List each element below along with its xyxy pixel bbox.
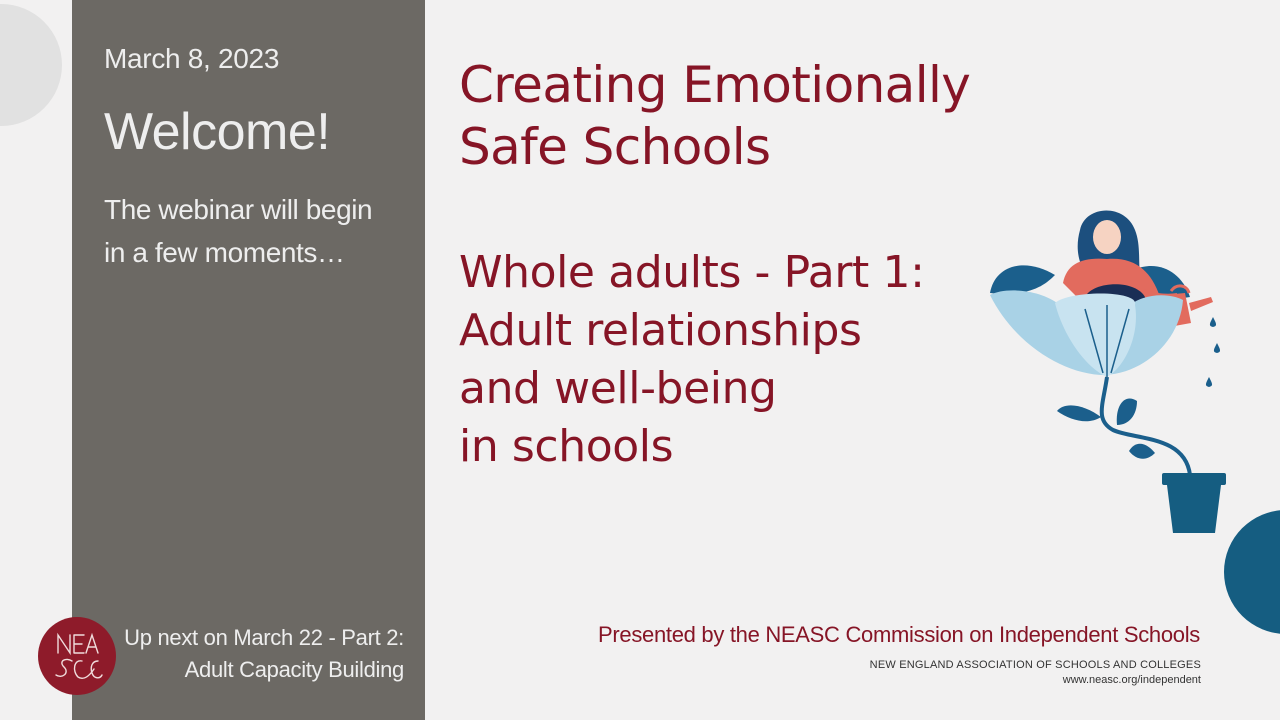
neasc-logo-icon xyxy=(38,617,116,695)
up-next-line-1: Up next on March 22 - Part 2: xyxy=(124,625,404,650)
up-next-note xyxy=(110,622,404,686)
subtitle-line-1: Whole adults - Part 1: xyxy=(459,247,925,298)
title-line-2: Safe Schools xyxy=(459,118,771,176)
organization-url[interactable]: www.neasc.org/independent xyxy=(1062,674,1201,686)
title-line-1: Creating Emotionally xyxy=(459,56,971,114)
wait-message xyxy=(104,188,404,274)
wait-message-line-1: The webinar will begin xyxy=(104,194,373,225)
webinar-date: March 8, 2023 xyxy=(104,43,280,74)
woman-in-flower-illustration xyxy=(985,205,1235,540)
up-next-line-2: Adult Capacity Building xyxy=(184,657,404,682)
welcome-heading: Welcome! xyxy=(104,103,331,161)
neasc-logo-text: NEASC xyxy=(75,691,79,692)
subtitle-line-2: Adult relationships xyxy=(459,305,862,356)
wait-message-line-2: in a few moments… xyxy=(104,237,345,268)
neasc-logo-mark xyxy=(38,617,116,695)
organization-name: NEW ENGLAND ASSOCIATION OF SCHOOLS AND COLLEGES xyxy=(869,659,1201,671)
presenter-credit: Presented by the NEASC Commission on Independent Schools xyxy=(598,622,1200,647)
webinar-title xyxy=(459,54,1059,178)
decorative-circle-left xyxy=(0,4,62,126)
webinar-subtitle xyxy=(459,244,979,476)
subtitle-line-4: in schools xyxy=(459,421,674,472)
subtitle-line-3: and well-being xyxy=(459,363,777,414)
